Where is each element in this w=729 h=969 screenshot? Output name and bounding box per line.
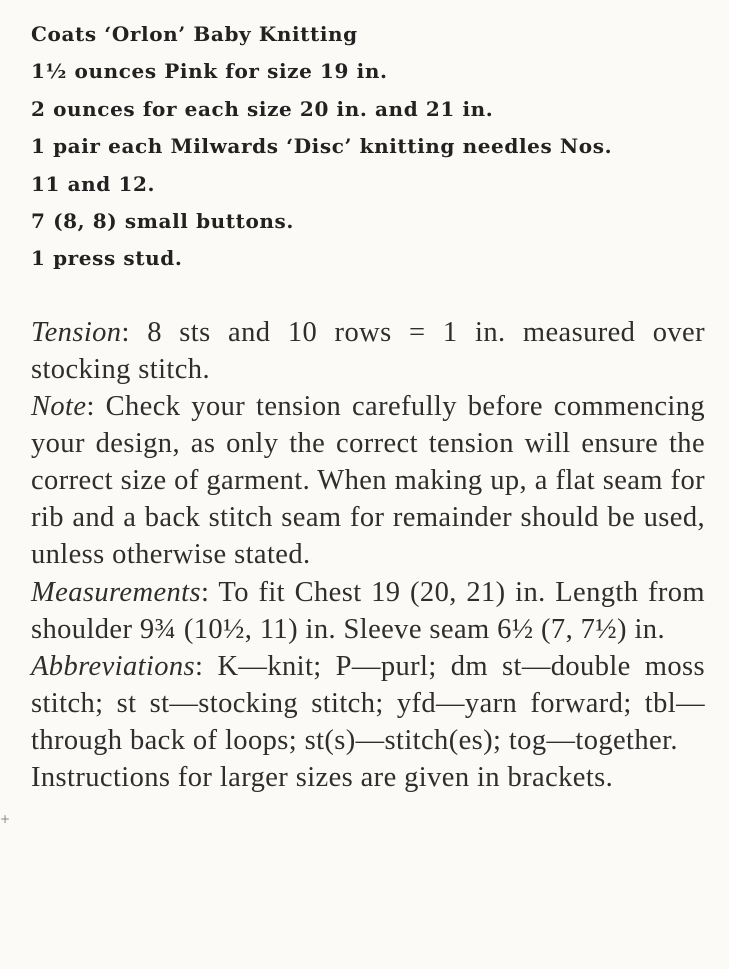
note-text: : Check your tension carefully before commencing your design, as only the correct tension will ensure the correct size of garment. When making up, a flat seam for rib and a back stitch seam for remainder should be used, unless otherwise stated. (31, 391, 705, 571)
abbreviations-paragraph (31, 648, 705, 759)
tension-label: Tension (31, 316, 122, 348)
abbreviations-label: Abbreviations (31, 650, 196, 682)
note-label: Note (31, 391, 87, 423)
tension-text: : 8 sts and 10 rows = 1 in. measured over stocking stitch. (31, 316, 705, 385)
measurements-paragraph (31, 574, 705, 648)
materials-line-buttons: 7 (8, 8) small buttons. (31, 209, 294, 234)
instructions-paragraph: Instructions for larger sizes are given in brackets. (31, 761, 614, 793)
materials-line-pink-yarn: 1½ ounces Pink for size 19 in. (31, 59, 388, 84)
margin-mark: + (0, 812, 11, 826)
note-paragraph (31, 388, 705, 573)
tension-paragraph (31, 314, 705, 388)
measurements-text: : To fit Chest 19 (20, 21) in. Length from shoulder 9¾ (10½, 11) in. Sleeve seam 6½ (7, 7½) in. (31, 576, 705, 645)
pattern-notes (31, 314, 705, 796)
materials-line-yarn-other-sizes: 2 ounces for each size 20 in. and 21 in. (31, 96, 494, 121)
materials-line-needle-sizes: 11 and 12. (31, 171, 156, 196)
materials-line-press-stud: 1 press stud. (31, 246, 183, 271)
measurements-label: Measurements (31, 576, 201, 608)
materials-list (31, 16, 705, 278)
materials-title: Coats ‘Orlon’ Baby Knitting (31, 22, 358, 46)
abbreviations-text: : K—knit; P—purl; dm st—double moss stitch; st st—stocking stitch; yfd—yarn forward; tbl—through back of loops; st(s)—stitch(es); tog—together. (31, 650, 705, 756)
materials-line-needles: 1 pair each Milwards ‘Disc’ knitting needles Nos. (31, 134, 613, 159)
